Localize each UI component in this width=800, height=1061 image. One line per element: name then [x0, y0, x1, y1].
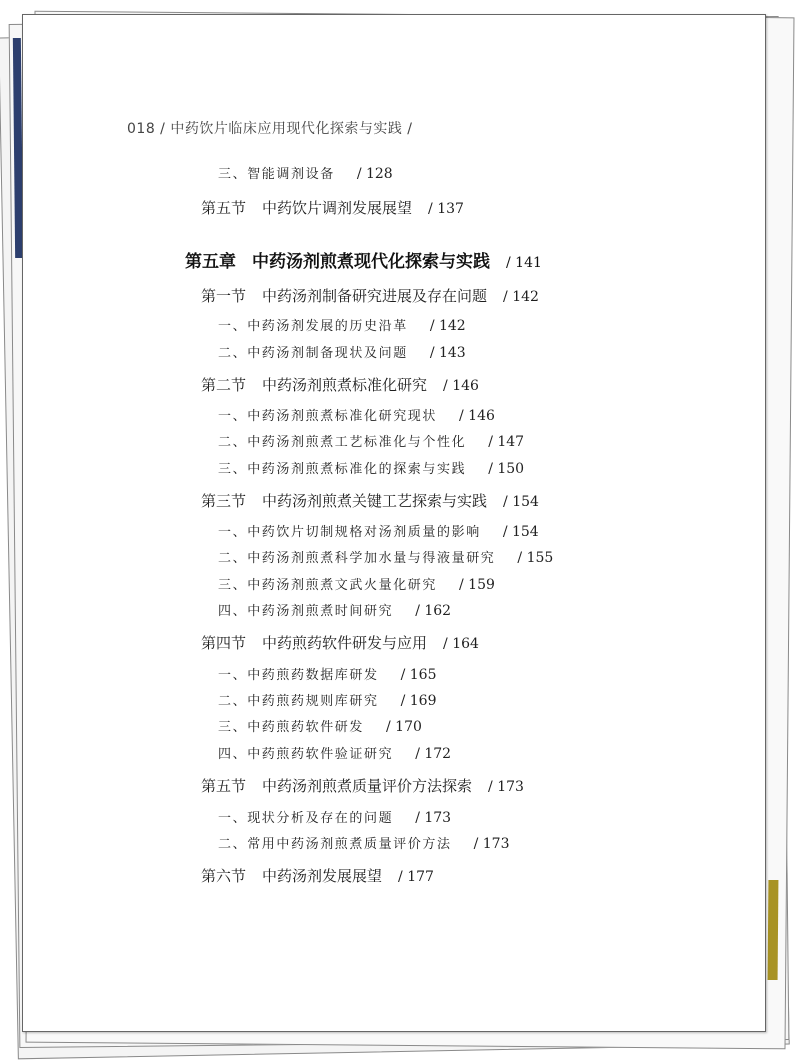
page-number: / 128	[356, 166, 393, 182]
toc-section[interactable]: 第六节 中药汤剂发展展望 / 177	[201, 867, 434, 885]
cover-edge-gold	[768, 880, 779, 980]
toc-item[interactable]: 三、中药汤剂煎煮文武火量化研究 / 159	[218, 577, 495, 593]
running-head: 018 / 中药饮片临床应用现代化探索与实践 /	[127, 121, 413, 137]
toc-item[interactable]: 一、中药汤剂煎煮标准化研究现状 / 146	[218, 408, 495, 424]
page-number: / 165	[400, 667, 437, 683]
toc-item[interactable]: 四、中药汤剂煎煮时间研究 / 162	[218, 603, 452, 619]
page-number: / 173	[473, 836, 510, 852]
page-number: / 150	[488, 461, 525, 477]
page-number: / 159	[459, 577, 495, 593]
page-number: / 143	[429, 345, 466, 361]
toc-item[interactable]: 一、中药汤剂发展的历史沿革 / 142	[218, 318, 466, 334]
page-number: / 170	[386, 719, 422, 735]
page-number: / 146	[443, 378, 479, 394]
toc-item[interactable]: 二、中药煎药规则库研究 / 169	[218, 693, 437, 709]
toc-item[interactable]: 三、中药煎药软件研发 / 170	[218, 719, 422, 735]
page-number: / 146	[459, 408, 495, 424]
page-number: / 169	[400, 693, 437, 709]
toc-item[interactable]: 三、中药汤剂煎煮标准化的探索与实践 / 150	[218, 461, 525, 477]
page-number: / 173	[415, 810, 452, 826]
page-number: / 154	[502, 524, 539, 540]
page-number: / 137	[428, 201, 464, 217]
page-number: / 162	[415, 603, 452, 619]
table-of-contents	[23, 15, 765, 1031]
page-number: / 147	[488, 434, 525, 450]
toc-chapter[interactable]: 第五章 中药汤剂煎煮现代化探索与实践 / 141	[185, 252, 542, 272]
toc-item[interactable]: 一、中药饮片切制规格对汤剂质量的影响 / 154	[218, 524, 539, 540]
toc-item[interactable]: 二、常用中药汤剂煎煮质量评价方法 / 173	[218, 836, 510, 852]
toc-section[interactable]: 第五节 中药饮片调剂发展展望 / 137	[201, 199, 464, 217]
page-number: / 142	[503, 289, 539, 305]
toc-page	[22, 14, 766, 1032]
toc-item[interactable]: 一、中药煎药数据库研发 / 165	[218, 667, 437, 683]
toc-section[interactable]: 第五节 中药汤剂煎煮质量评价方法探索 / 173	[201, 777, 524, 795]
page-number: / 172	[415, 746, 452, 762]
page-number: / 142	[429, 318, 466, 334]
toc-item[interactable]: 四、中药煎药软件验证研究 / 172	[218, 746, 452, 762]
page-number: / 164	[443, 636, 479, 652]
page-number: / 177	[398, 869, 434, 885]
toc-item[interactable]: 二、中药汤剂煎煮工艺标准化与个性化 / 147	[218, 434, 525, 450]
toc-item[interactable]: 一、现状分析及存在的问题 / 173	[218, 810, 452, 826]
toc-section[interactable]: 第一节 中药汤剂制备研究进展及存在问题 / 142	[201, 287, 539, 305]
toc-section[interactable]: 第三节 中药汤剂煎煮关键工艺探索与实践 / 154	[201, 492, 539, 510]
page-number: / 155	[517, 550, 554, 566]
toc-section[interactable]: 第四节 中药煎药软件研发与应用 / 164	[201, 634, 479, 652]
toc-item[interactable]: 二、中药汤剂煎煮科学加水量与得液量研究 / 155	[218, 550, 554, 566]
page-number: / 141	[506, 255, 542, 271]
toc-item[interactable]: 三、智能调剂设备 / 128	[218, 166, 393, 182]
page-number: / 173	[488, 779, 524, 795]
page-number: / 154	[503, 494, 539, 510]
toc-item[interactable]: 二、中药汤剂制备现状及问题 / 143	[218, 345, 466, 361]
toc-section[interactable]: 第二节 中药汤剂煎煮标准化研究 / 146	[201, 376, 479, 394]
